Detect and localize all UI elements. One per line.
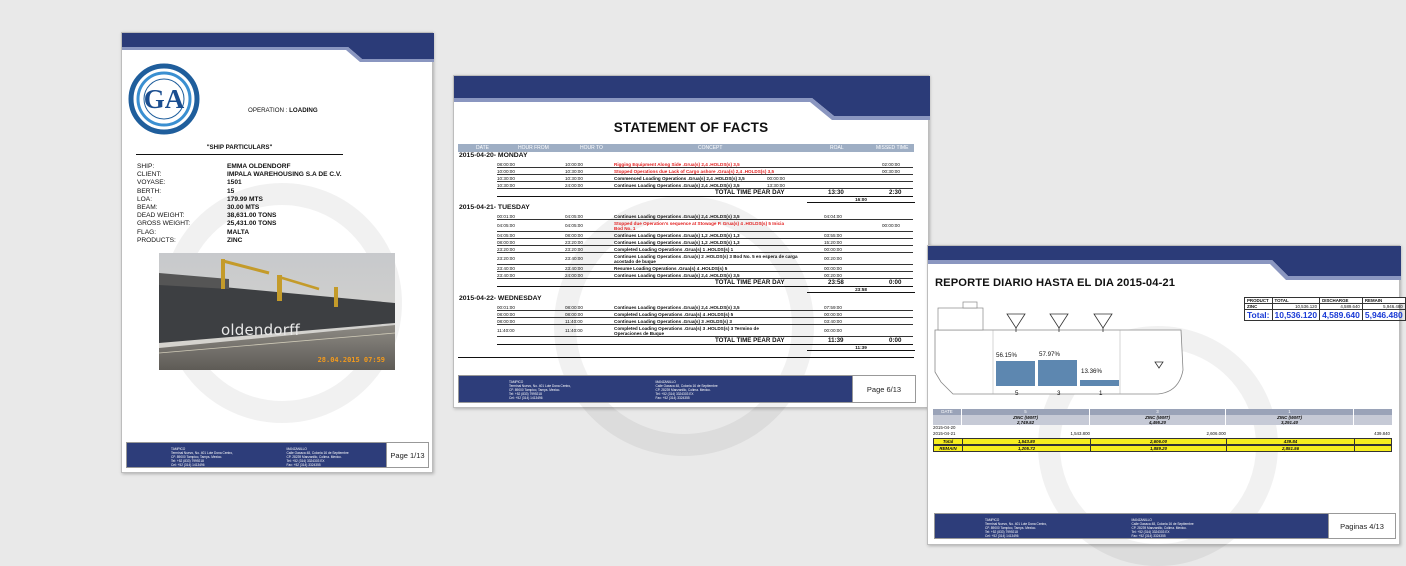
hold-5-label: 5 <box>1015 390 1019 397</box>
particular-row: CLIENT: IMPALA WAREHOUSING S.A DE C.V. <box>137 171 342 179</box>
day-subtotal: 11:39 <box>807 345 915 351</box>
day-total-row: TOTAL TIME PEAR DAY 11:39 0:00 <box>497 337 913 345</box>
hold-1-fill-bar <box>1080 380 1119 386</box>
ship-hull-brand: oldendorff <box>221 321 301 339</box>
page-footer <box>458 375 916 403</box>
report-title: REPORTE DIARIO HASTA EL DIA 2015-04-21 <box>935 277 1176 289</box>
col-hour-from: HOUR FROM <box>518 145 549 151</box>
hold-3-fill-bar <box>1038 360 1077 386</box>
table-bottom-rule <box>458 357 914 358</box>
particular-row: VOYASE: 1501 <box>137 179 242 187</box>
grid-remain-row: REMAIN 1,205.72 1,889.20 2,851.56 <box>933 445 1392 452</box>
footer-addresses <box>459 376 852 402</box>
particular-row: DEAD WEIGHT: 38,631.00 TONS <box>137 212 277 220</box>
hold-1-percent: 13.36% <box>1081 368 1102 375</box>
logo-text: GA <box>143 84 185 114</box>
particular-row: BERTH: 15 <box>137 187 235 195</box>
hold-1-label: 1 <box>1099 390 1103 397</box>
table-header <box>458 144 914 152</box>
summary-total-row: Total: 10,536.120 4,589.640 5,946.480 <box>1245 310 1406 321</box>
page-number: Page 6/13 <box>852 376 915 402</box>
hold-5-fill-bar <box>996 361 1035 386</box>
ship-photo <box>159 253 395 370</box>
footer-address-left: TAMPICO Terminal Nuevo, No. 401 Lote Dona Centro, CP. 89000 Tampico, Tamps. Mexico. Tel: +52 (833) 7999218 Cel: +52 (314) 1413496 <box>509 380 572 400</box>
ship-particulars-title: "SHIP PARTICULARS" <box>136 144 343 155</box>
hold-5-percent: 56.15% <box>996 352 1017 359</box>
summary-header-row: PRODUCT TOTAL DISCHARGE REMAIN <box>1245 298 1406 304</box>
day-subtotal: 16:00 <box>807 197 915 203</box>
table-row: 08:00:00 10:00:00 Rigging Equipment Along Side .Grua(s) 2,4 .HOLDS(s) 3,5 02:00:00 <box>497 161 913 168</box>
page-number: Paginas 4/13 <box>1328 514 1395 538</box>
day-total-row: TOTAL TIME PEAR DAY 13:30 2:30 <box>497 189 913 197</box>
table-row: 08:00:00 23:20:00 Continues Loading Operations .Grua(s) 1,2 .HOLDS(s) 1,3 15:20:00 <box>497 239 913 246</box>
footer-address-right: MANZANILLO Calle Oaxaca 48, Colonia 16 de Septiembre CP. 28239 Manzanillo, Colima. Mexico. Tel: +52 (314) 3324303 EX Fax: +52 (314) 3324355 <box>1131 518 1194 538</box>
summary-data-row: ZINC 10,536.120 4,589.640 5,946.480 <box>1245 304 1406 310</box>
particular-row: FLAG: MALTA <box>137 228 250 236</box>
table-row: 08:00:00 08:00:00 Completed Loading Operations .Grua(s) 4 .HOLDS(s) 5 00:00:00 <box>497 311 913 318</box>
col-concept: CONCEPT <box>698 145 723 151</box>
particular-row: GROSS WEIGHT: 25,431.00 TONS <box>137 220 277 228</box>
table-row: 00:01:00 04:05:00 Continues Loading Operations .Grua(s) 2,4 .HOLDS(s) 3,5 04:04:00 <box>497 213 913 220</box>
col-missed-time: MISSED TIME <box>876 145 909 151</box>
col-date: DATE <box>476 145 489 151</box>
hold-3-percent: 57.97% <box>1039 351 1060 358</box>
footer-address-right: MANZANILLO Calle Oaxaca 48, Colonia 16 de Septiembre CP. 28239 Manzanillo, Colima. Mexico. Tel: +52 (314) 3324303 EX Fax: +52 (314) 3324355 <box>286 447 349 467</box>
daily-hold-table <box>933 409 1392 452</box>
document-page-4 <box>927 245 1403 545</box>
grid-header-row: DATE 5 3 1 <box>933 409 1392 415</box>
footer-address-right: MANZANILLO Calle Oaxaca 48, Colonia 16 de Septiembre CP. 28239 Manzanillo, Colima. Mexico. Tel: +52 (314) 3324303 EX Fax: +52 (314) 3324355 <box>655 380 718 400</box>
table-row: 10:30:00 24:00:00 Continues Loading Operations .Grua(s) 2,4 .HOLDS(s) 3,5 13:30:00 <box>497 182 913 189</box>
table-row: 11:40:00 11:40:00 Completed Loading Operations .Grua(s) 3 .HOLDS(s) 3 Termino de Operaciones de Buque 00:00:00 <box>497 325 913 337</box>
particular-row: SHIP: EMMA OLDENDORF <box>137 163 291 170</box>
ship-hold-diagram <box>933 302 1188 399</box>
footer-address-left: TAMPICO Terminal Nuevo, No. 401 Lote Dona Centro, CP. 89000 Tampico, Tamps. Mexico. Tel: +52 (833) 7999218 Cel: +52 (314) 1413496 <box>171 447 234 467</box>
table-row: 23:20:00 23:40:00 Continues Loading Operations .Grua(s) 2 .HOLDS(s) 3 Bod No. 5 en espera de carga acostado de buque 00:20:00 <box>497 253 913 265</box>
summary-table <box>1244 297 1406 321</box>
photo-timestamp: 28.04.2015 07:59 <box>317 356 385 364</box>
particular-row: PRODUCTS: ZINC <box>137 236 243 244</box>
document-page-6 <box>453 75 929 408</box>
operation-line <box>248 107 318 114</box>
grid-date-row: 2015-04-21 1,543.800 2,606.000 439.840 <box>933 431 1390 436</box>
day-header: 2015-04-22- WEDNESDAY <box>459 295 542 302</box>
operation-value: LOADING <box>289 107 318 114</box>
hold-3-label: 3 <box>1057 390 1061 397</box>
company-logo <box>128 63 200 135</box>
table-row: 00:01:00 08:00:00 Continues Loading Operations .Grua(s) 2,4 .HOLDS(s) 3,5 07:59:00 <box>497 304 913 311</box>
page-footer <box>934 513 1396 539</box>
col-hour-to: HOUR TO <box>580 145 603 151</box>
footer-address-left: TAMPICO Terminal Nuevo, No. 401 Lote Dona Centro, CP. 89000 Tampico, Tamps. Mexico. Tel: +52 (833) 7999218 Cel: +52 (314) 1413496 <box>985 518 1048 538</box>
day-subtotal: 23:58 <box>807 287 915 293</box>
footer-addresses <box>127 443 386 467</box>
statement-title: STATEMENT OF FACTS <box>613 120 769 135</box>
page-footer <box>126 442 429 468</box>
grid-product-row: ZINC (WMT) 2,749.52 ZINC (WMT) 4,495.20 ZINC (WMT) 3,291.40 <box>933 415 1392 425</box>
page-number: Page 1/13 <box>386 443 428 467</box>
col-roal: ROAL <box>830 145 844 151</box>
day-header: 2015-04-21- TUESDAY <box>459 204 530 211</box>
table-row: 23:40:00 24:00:00 Continues Loading Operations .Grua(s) 2,4 .HOLDS(s) 3,5 00:20:00 <box>497 272 913 279</box>
day-total-row: TOTAL TIME PEAR DAY 23:58 0:00 <box>497 279 913 287</box>
particular-row: BEAM: 30.00 MTS <box>137 204 260 212</box>
header-band <box>122 33 434 63</box>
table-row: 04:05:00 08:00:00 Continues Loading Operations .Grua(s) 1,2 .HOLDS(s) 1,3 03:55:00 <box>497 232 913 239</box>
footer-addresses <box>935 514 1328 538</box>
ship-particulars-list <box>137 163 342 245</box>
header-band <box>928 246 1401 280</box>
table-row: 10:00:00 10:30:00 Stopped Operations due Lack of Cargo ashore .Grua(s) 2,4 .HOLDS(s) 3,5 00:30:00 <box>497 168 913 175</box>
table-row: 10:30:00 10:30:00 Commenced Loading Operations .Grua(s) 2,4 .HOLDS(s) 3,5 00:00:00 <box>497 175 913 182</box>
table-row: 23:20:00 23:20:00 Completed Loading Operations .Grua(s) 1 .HOLDS(s) 1 00:00:00 <box>497 246 913 253</box>
day-header: 2015-04-20- MONDAY <box>459 152 528 159</box>
table-row: 23:40:00 23:40:00 Resume Loading Operations .Grua(s) 4 .HOLDS(s) 5 00:00:00 <box>497 265 913 272</box>
operation-label: OPERATION : <box>248 107 290 114</box>
grid-date-row: 2015-04-20 <box>933 424 956 430</box>
table-row: 04:05:00 04:05:00 Stopped due Operation's sequence at Stowage P. Grua(s) 4 .HOLDS(s) 5 Inicia Bod No. 1 00:00:00 <box>497 220 913 232</box>
particular-row: LOA: 179.99 MTS <box>137 195 263 203</box>
table-row: 08:00:00 11:40:00 Continues Loading Operations .Grua(s) 3 .HOLDS(s) 3 03:40:00 <box>497 318 913 325</box>
document-page-1 <box>121 32 433 473</box>
grid-total-row: Total 1,543.80 2,606.00 439.84 <box>933 438 1392 445</box>
